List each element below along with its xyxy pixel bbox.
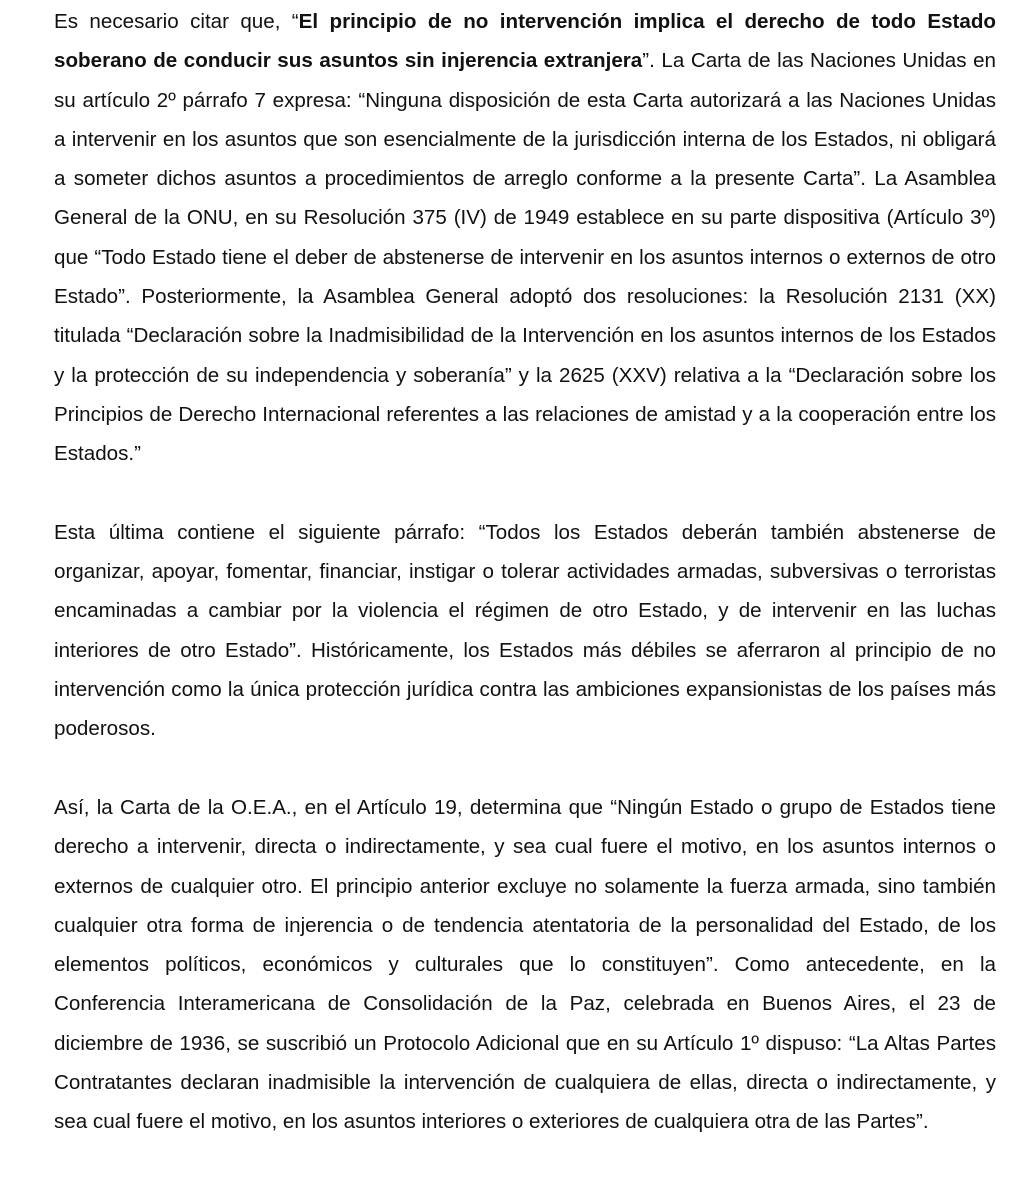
paragraph-1-emphasis: El principio de no intervención implica el derecho de todo Estado soberano de conducir sus asuntos sin injerencia extranjera <box>54 10 996 73</box>
paragraph-1-lead: Es necesario citar que, “ <box>54 10 299 33</box>
paragraph-1-rest: ”. La Carta de las Naciones Unidas en su artículo 2º párrafo 7 expresa: “Ninguna disposición de esta Carta autorizará a las Naciones Unidas a intervenir en los asuntos que son esencialmente de la jurisdicción interna de los Estados, ni obligará a someter dichos asuntos a procedimientos de arreglo conforme a la presente Carta”. La Asamblea General de la ONU, en su Resolución 375 (IV) de 1949 establece en su parte dispositiva (Artículo 3º) que “Todo Estado tiene el deber de abstenerse de intervenir en los asuntos internos o externos de otro Estado”. Posteriormente, la Asamblea General adoptó dos resoluciones: la Resolución 2131 (XX) titulada “Declaración sobre la Inadmisibilidad de la Intervención en los asuntos internos de los Estados y la protección de su independencia y soberanía” y la 2625 (XXV) relativa a la “Declaración sobre los Principios de Derecho Internacional referentes a las relaciones de amistad y a la cooperación entre los Estados.” <box>54 49 996 466</box>
paragraph-2: Esta última contiene el siguiente párrafo: “Todos los Estados deberán también abstenerse de organizar, apoyar, fomentar, financiar, instigar o tolerar actividades armadas, subversivas o terroristas encaminadas a cambiar por la violencia el régimen de otro Estado, y de intervenir en las luchas interiores de otro Estado”. Históricamente, los Estados más débiles se aferraron al principio de no intervención como la única protección jurídica contra las ambiciones expansionistas de los países más poderosos. <box>54 520 996 741</box>
paragraph-1 <box>54 2 996 474</box>
document-body <box>54 2 996 1142</box>
paragraph-3: Así, la Carta de la O.E.A., en el Artículo 19, determina que “Ningún Estado o grupo de Estados tiene derecho a intervenir, directa o indirectamente, y sea cual fuere el motivo, en los asuntos internos o externos de cualquier otro. El principio anterior excluye no solamente la fuerza armada, sino también cualquier otra forma de injerencia o de tendencia atentatoria de la personalidad del Estado, de los elementos políticos, económicos y culturales que lo constituyen”. Como antecedente, en la Conferencia Interamericana de Consolidación de la Paz, celebrada en Buenos Aires, el 23 de diciembre de 1936, se suscribió un Protocolo Adicional que en su Artículo 1º dispuso: “La Altas Partes Contratantes declaran inadmisible la intervención de cualquiera de ellas, directa o indirectamente, y sea cual fuere el motivo, en los asuntos interiores o exteriores de cualquiera otra de las Partes”. <box>54 795 996 1134</box>
